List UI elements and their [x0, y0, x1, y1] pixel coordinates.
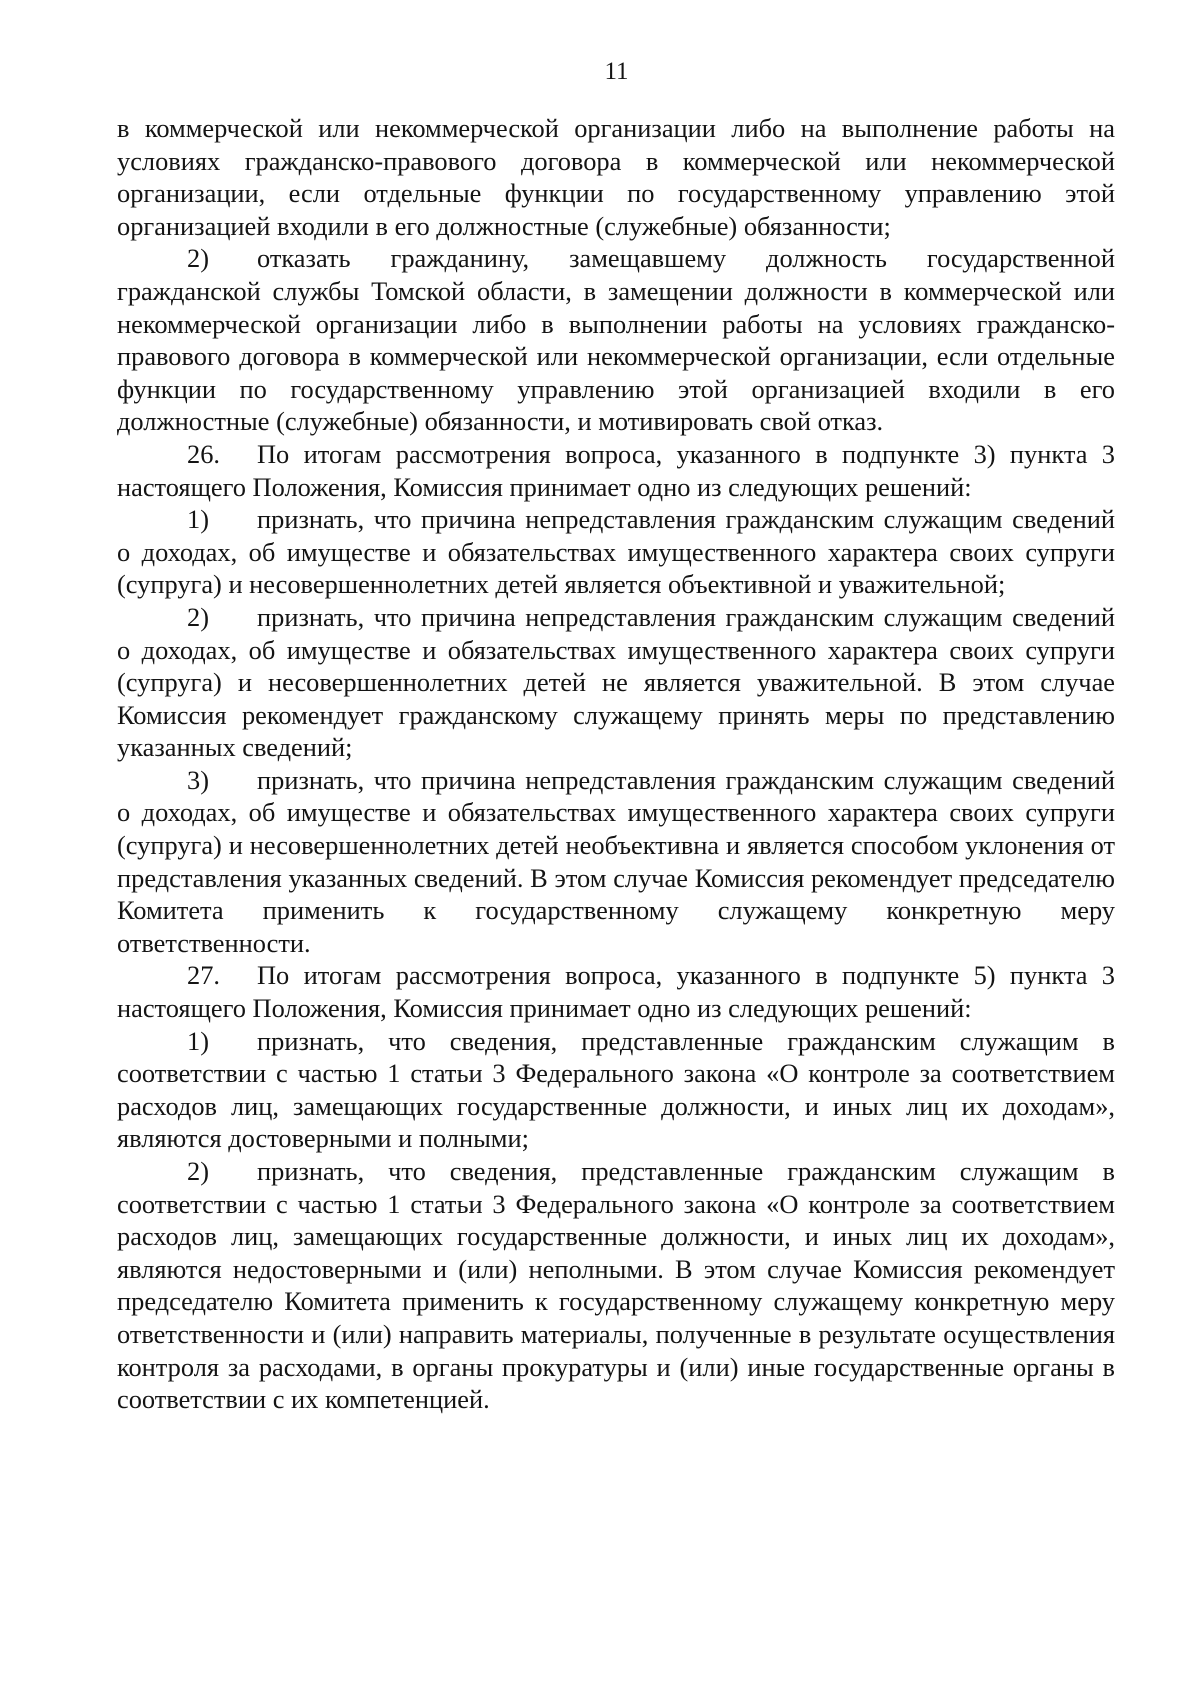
- list-item-26-2: [117, 601, 1115, 764]
- list-item-26-3: [117, 764, 1115, 960]
- item-text: признать, что причина непредставления гражданским служащим сведений о доходах, об имуществе и обязательствах имущественного характера своих супруги (супруга) и несовершеннолетних детей является объективной и уважительной;: [117, 504, 1115, 600]
- document-body: [117, 112, 1115, 1416]
- paragraph-continuation: [117, 112, 1115, 242]
- item-text: отказать гражданину, замещавшему должность государственной гражданской службы Томской области, в замещении должности в коммерческой или некоммерческой организации либо в выполнении работы на условиях гражданско-правового договора в коммерческой или некоммерческой организации, если отдельные функции по государственному управлению этой организацией входили в его должностные (служебные) обязанности, и мотивировать свой отказ.: [117, 243, 1115, 437]
- list-item-26-1: [117, 503, 1115, 601]
- clause-text: По итогам рассмотрения вопроса, указанного в подпункте 5) пункта 3 настоящего Положения, Комиссия принимает одно из следующих решений:: [117, 960, 1115, 1024]
- clause-27: [117, 959, 1115, 1024]
- list-item-27-1: [117, 1025, 1115, 1155]
- clause-26: [117, 438, 1115, 503]
- list-item-27-2: [117, 1155, 1115, 1416]
- item-number: 3): [187, 764, 209, 795]
- item-number: 1): [187, 504, 209, 535]
- item-text: признать, что причина непредставления гражданским служащим сведений о доходах, об имуществе и обязательствах имущественного характера своих супруги (супруга) и несовершеннолетних детей необъективна и является способом уклонения от представления указанных сведений. В этом случае Комиссия рекомендует председателю Комитета применить к государственному служащему конкретную меру ответственности.: [117, 764, 1115, 958]
- clause-text: По итогам рассмотрения вопроса, указанного в подпункте 3) пункта 3 настоящего Положения, Комиссия принимает одно из следующих решений:: [117, 438, 1115, 502]
- item-number: 2): [187, 243, 209, 274]
- clause-number: 26.: [187, 438, 220, 469]
- item-text: признать, что причина непредставления гражданским служащим сведений о доходах, об имуществе и обязательствах имущественного характера своих супруги (супруга) и несовершеннолетних детей не является уважительной. В этом случае Комиссия рекомендует гражданскому служащему принять меры по представлению указанных сведений;: [117, 601, 1115, 763]
- item-text: признать, что сведения, представленные гражданским служащим в соответствии с частью 1 статьи 3 Федерального закона «О контроле за соответствием расходов лиц, замещающих государственные должности, и иных лиц их доходам», являются недостоверными и (или) неполными. В этом случае Комиссия рекомендует председателю Комитета применить к государственному служащему конкретную меру ответственности и (или) направить материалы, полученные в результате осуществления контроля за расходами, в органы прокуратуры и (или) иные государственные органы в соответствии с их компетенцией.: [117, 1156, 1115, 1415]
- item-text: признать, что сведения, представленные гражданским служащим в соответствии с частью 1 статьи 3 Федерального закона «О контроле за соответствием расходов лиц, замещающих государственные должности, и иных лиц их доходам», являются достоверными и полными;: [117, 1025, 1115, 1154]
- paragraph-text: в коммерческой или некоммерческой организации либо на выполнение работы на условиях гражданско-правового договора в коммерческой или некоммерческой организации, если отдельные функции по государственному управлению этой организацией входили в его должностные (служебные) обязанности;: [117, 113, 1115, 241]
- item-number: 2): [187, 1156, 209, 1186]
- page-number: 11: [604, 58, 629, 85]
- item-number: 2): [187, 601, 209, 632]
- clause-number: 27.: [187, 960, 220, 991]
- item-number: 1): [187, 1025, 209, 1056]
- list-item-2-refuse: [117, 242, 1115, 438]
